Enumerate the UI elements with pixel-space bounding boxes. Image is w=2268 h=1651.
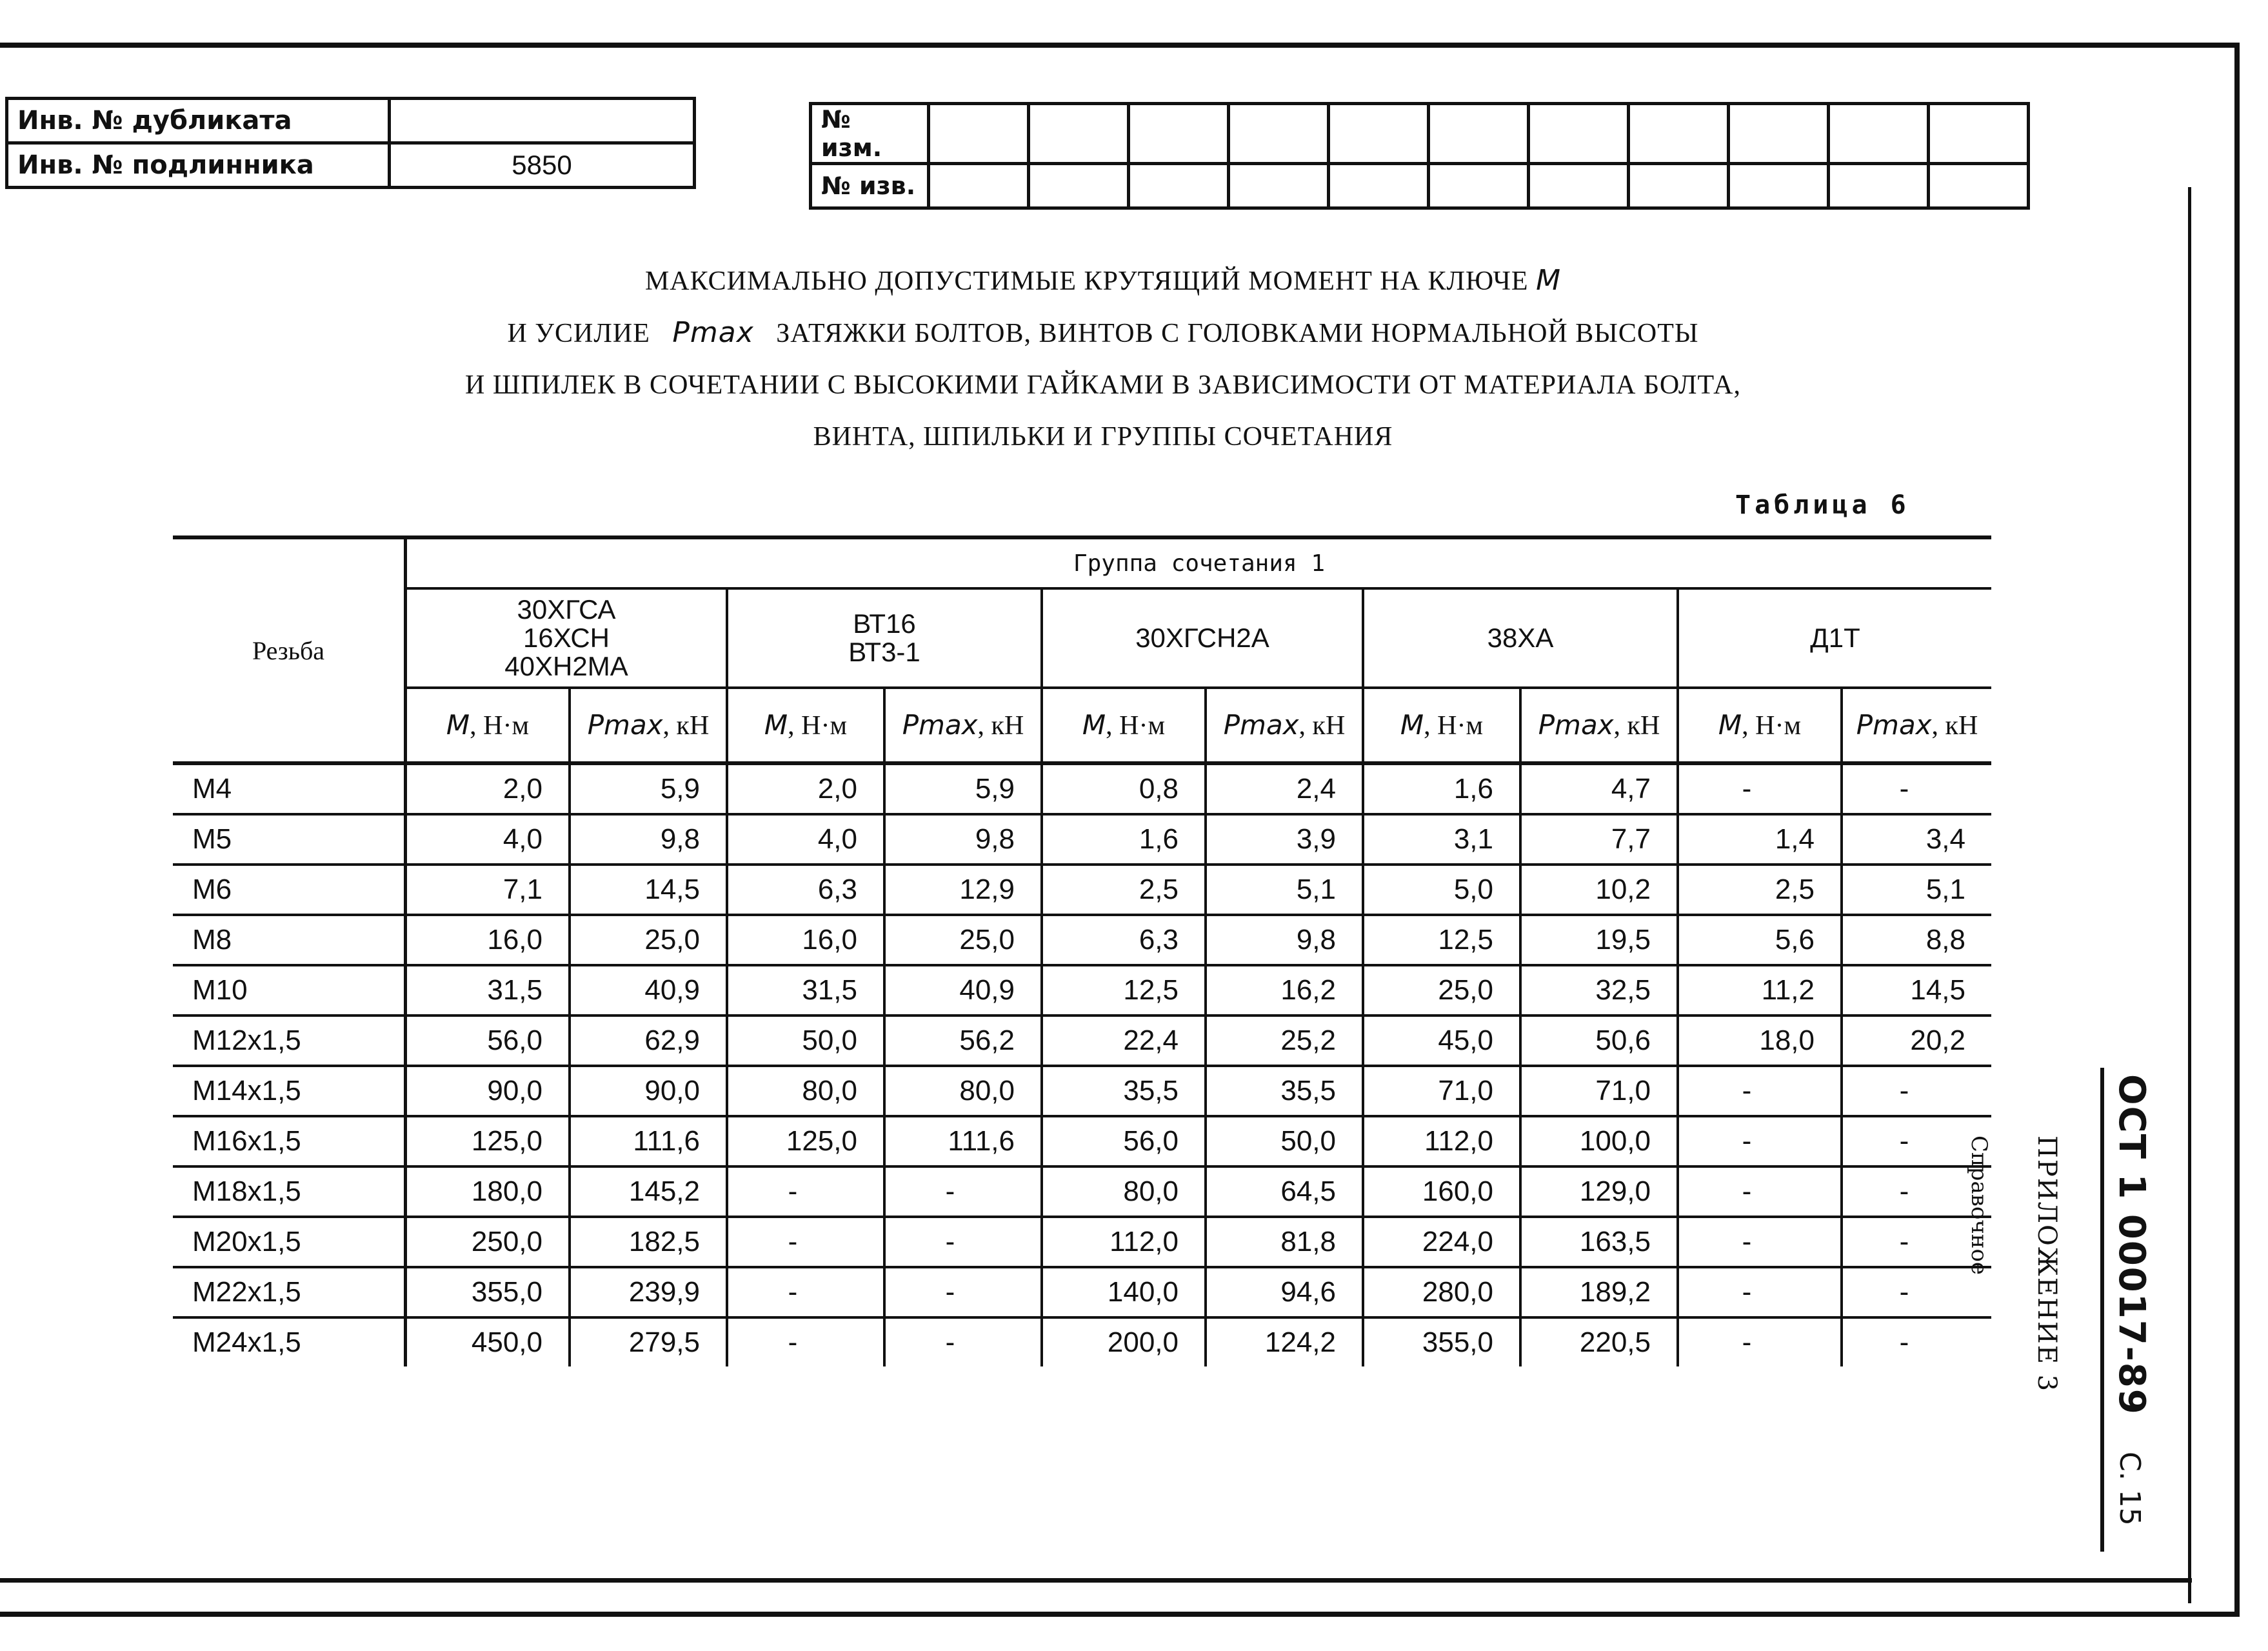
torque-unit-header: M, Н·м bbox=[406, 688, 570, 763]
revision-cell bbox=[1429, 164, 1529, 208]
force-value-cell: 94,6 bbox=[1206, 1267, 1363, 1317]
force-value-cell: - bbox=[1842, 763, 1991, 814]
torque-value-cell: 5,0 bbox=[1363, 865, 1520, 915]
table-row bbox=[173, 1016, 1991, 1066]
torque-value-cell: - bbox=[1678, 1166, 1842, 1217]
thread-size-cell: М12х1,5 bbox=[173, 1016, 406, 1066]
force-value-cell: 5,1 bbox=[1842, 865, 1991, 915]
thread-size-cell: М8 bbox=[173, 915, 406, 965]
torque-value-cell: - bbox=[727, 1317, 884, 1366]
torque-unit-header: M, Н·м bbox=[727, 688, 884, 763]
torque-unit-header: M, Н·м bbox=[1363, 688, 1520, 763]
table-number: Таблица 6 bbox=[1735, 490, 1910, 520]
material-header: 30ХГСА 16ХСН 40ХН2МА bbox=[406, 588, 728, 688]
force-value-cell: 111,6 bbox=[570, 1116, 727, 1166]
force-value-cell: 62,9 bbox=[570, 1016, 727, 1066]
torque-value-cell: 7,1 bbox=[406, 865, 570, 915]
force-value-cell: 32,5 bbox=[1520, 965, 1678, 1016]
torque-value-cell: 125,0 bbox=[406, 1116, 570, 1166]
table-row bbox=[173, 1066, 1991, 1116]
thread-size-cell: М6 bbox=[173, 865, 406, 915]
notice-number-label: № изв. bbox=[811, 164, 929, 208]
torque-value-cell: 3,1 bbox=[1363, 814, 1520, 865]
original-inventory-value: 5850 bbox=[390, 143, 695, 188]
revision-cell bbox=[929, 164, 1029, 208]
torque-table bbox=[173, 535, 1991, 1366]
force-value-cell: 14,5 bbox=[570, 865, 727, 915]
force-unit-header: Pmax, кН bbox=[1842, 688, 1991, 763]
torque-value-cell: 50,0 bbox=[727, 1016, 884, 1066]
material-header: 38ХА bbox=[1363, 588, 1678, 688]
torque-value-cell: 90,0 bbox=[406, 1066, 570, 1116]
force-value-cell: 9,8 bbox=[884, 814, 1042, 865]
table-row bbox=[173, 1166, 1991, 1217]
torque-value-cell: 355,0 bbox=[1363, 1317, 1520, 1366]
torque-value-cell: 250,0 bbox=[406, 1217, 570, 1267]
revision-cell bbox=[1329, 164, 1429, 208]
torque-value-cell: 2,5 bbox=[1678, 865, 1842, 915]
title-line-3: И ШПИЛЕК В СОЧЕТАНИИ С ВЫСОКИМИ ГАЙКАМИ В ЗАВИСИМОСТИ ОТ МАТЕРИАЛА БОЛТА, bbox=[465, 370, 1741, 400]
table-row bbox=[173, 763, 1991, 814]
frame-bottom-border bbox=[0, 1612, 2240, 1617]
standard-designation: ОСТ 1 00017-89 bbox=[2111, 1074, 2153, 1416]
torque-value-cell: - bbox=[1678, 1317, 1842, 1366]
torque-value-cell: 25,0 bbox=[1363, 965, 1520, 1016]
torque-value-cell: 200,0 bbox=[1042, 1317, 1206, 1366]
torque-value-cell: 5,6 bbox=[1678, 915, 1842, 965]
revision-cell bbox=[1029, 164, 1129, 208]
thread-size-cell: М5 bbox=[173, 814, 406, 865]
appendix-label: ПРИЛОЖЕНИЕ 3 bbox=[2032, 1136, 2062, 1393]
torque-value-cell: 12,5 bbox=[1363, 915, 1520, 965]
thread-size-cell: М18х1,5 bbox=[173, 1166, 406, 1217]
revision-cell bbox=[1629, 104, 1729, 164]
force-unit-header: Pmax, кН bbox=[884, 688, 1042, 763]
force-value-cell: - bbox=[1842, 1066, 1991, 1116]
torque-value-cell: 6,3 bbox=[727, 865, 884, 915]
thread-column-header: Резьба bbox=[173, 537, 406, 763]
force-value-cell: - bbox=[1842, 1267, 1991, 1317]
torque-value-cell: 1,6 bbox=[1042, 814, 1206, 865]
torque-value-cell: 31,5 bbox=[727, 965, 884, 1016]
torque-value-cell: - bbox=[727, 1166, 884, 1217]
force-value-cell: 8,8 bbox=[1842, 915, 1991, 965]
torque-value-cell: 31,5 bbox=[406, 965, 570, 1016]
torque-value-cell: 11,2 bbox=[1678, 965, 1842, 1016]
force-value-cell: 25,0 bbox=[884, 915, 1042, 965]
force-value-cell: 50,0 bbox=[1206, 1116, 1363, 1166]
force-value-cell: 19,5 bbox=[1520, 915, 1678, 965]
table-row bbox=[173, 1267, 1991, 1317]
force-value-cell: - bbox=[884, 1217, 1042, 1267]
revision-cell bbox=[1429, 104, 1529, 164]
force-unit-header: Pmax, кН bbox=[1206, 688, 1363, 763]
torque-value-cell: 4,0 bbox=[406, 814, 570, 865]
force-unit-header: Pmax, кН bbox=[570, 688, 727, 763]
torque-value-cell: 16,0 bbox=[727, 915, 884, 965]
table-row bbox=[173, 1116, 1991, 1166]
material-header: Д1Т bbox=[1678, 588, 1991, 688]
force-value-cell: 220,5 bbox=[1520, 1317, 1678, 1366]
torque-symbol: M bbox=[1536, 264, 1562, 297]
change-number-label: № изм. bbox=[811, 104, 929, 164]
table-row bbox=[173, 865, 1991, 915]
force-value-cell: 50,6 bbox=[1520, 1016, 1678, 1066]
torque-value-cell: - bbox=[1678, 1116, 1842, 1166]
force-value-cell: - bbox=[884, 1267, 1042, 1317]
revision-cell bbox=[929, 104, 1029, 164]
force-value-cell: 124,2 bbox=[1206, 1317, 1363, 1366]
thread-size-cell: М24х1,5 bbox=[173, 1317, 406, 1366]
title-line-2: И УСИЛИЕ Pmax ЗАТЯЖКИ БОЛТОВ, ВИНТОВ С ГОЛОВКАМИ НОРМАЛЬНОЙ ВЫСОТЫ bbox=[507, 316, 1699, 349]
duplicate-inventory-value bbox=[390, 99, 695, 143]
force-value-cell: 25,0 bbox=[570, 915, 727, 965]
material-header: ВТ16 ВТ3-1 bbox=[727, 588, 1042, 688]
revision-cell bbox=[1329, 104, 1429, 164]
force-value-cell: 20,2 bbox=[1842, 1016, 1991, 1066]
force-value-cell: 4,7 bbox=[1520, 763, 1678, 814]
thread-size-cell: М10 bbox=[173, 965, 406, 1016]
torque-value-cell: 2,5 bbox=[1042, 865, 1206, 915]
page-number: С. 15 bbox=[2113, 1452, 2146, 1526]
torque-value-cell: 450,0 bbox=[406, 1317, 570, 1366]
force-value-cell: - bbox=[884, 1166, 1042, 1217]
force-value-cell: 40,9 bbox=[884, 965, 1042, 1016]
force-value-cell: 5,1 bbox=[1206, 865, 1363, 915]
torque-value-cell: - bbox=[727, 1267, 884, 1317]
force-value-cell: 145,2 bbox=[570, 1166, 727, 1217]
inventory-stamp bbox=[5, 97, 696, 189]
force-value-cell: - bbox=[1842, 1166, 1991, 1217]
torque-value-cell: 112,0 bbox=[1042, 1217, 1206, 1267]
torque-value-cell: 12,5 bbox=[1042, 965, 1206, 1016]
force-value-cell: - bbox=[1842, 1116, 1991, 1166]
force-value-cell: 10,2 bbox=[1520, 865, 1678, 915]
revision-cell bbox=[1229, 104, 1329, 164]
force-value-cell: 12,9 bbox=[884, 865, 1042, 915]
revision-cell bbox=[1229, 164, 1329, 208]
document-title bbox=[284, 255, 1922, 463]
table-row bbox=[173, 965, 1991, 1016]
material-header: 30ХГСН2А bbox=[1042, 588, 1363, 688]
torque-value-cell: 125,0 bbox=[727, 1116, 884, 1166]
title-line-4: ВИНТА, ШПИЛЬКИ И ГРУППЫ СОЧЕТАНИЯ bbox=[813, 422, 1393, 452]
torque-value-cell: 280,0 bbox=[1363, 1267, 1520, 1317]
force-value-cell: 16,2 bbox=[1206, 965, 1363, 1016]
force-symbol: Pmax bbox=[672, 316, 754, 349]
force-value-cell: 189,2 bbox=[1520, 1267, 1678, 1317]
torque-value-cell: 80,0 bbox=[727, 1066, 884, 1116]
table-row bbox=[173, 915, 1991, 965]
force-value-cell: 239,9 bbox=[570, 1267, 727, 1317]
frame-right-border bbox=[2234, 43, 2240, 1617]
force-value-cell: - bbox=[884, 1317, 1042, 1366]
title-line-1: МАКСИМАЛЬНО ДОПУСТИМЫЕ КРУТЯЩИЙ МОМЕНТ НА КЛЮЧЕ M bbox=[644, 264, 1562, 297]
group-header: Группа сочетания 1 bbox=[406, 537, 1992, 588]
revision-cell bbox=[1829, 164, 1929, 208]
torque-value-cell: 2,0 bbox=[406, 763, 570, 814]
torque-value-cell: 22,4 bbox=[1042, 1016, 1206, 1066]
side-rule bbox=[2100, 1068, 2104, 1552]
torque-value-cell: 0,8 bbox=[1042, 763, 1206, 814]
duplicate-inventory-label: Инв. № дубликата bbox=[7, 99, 390, 143]
torque-value-cell: 1,6 bbox=[1363, 763, 1520, 814]
torque-value-cell: - bbox=[1678, 1217, 1842, 1267]
force-value-cell: 111,6 bbox=[884, 1116, 1042, 1166]
revision-cell bbox=[1929, 164, 2029, 208]
force-value-cell: 71,0 bbox=[1520, 1066, 1678, 1116]
torque-value-cell: 140,0 bbox=[1042, 1267, 1206, 1317]
force-value-cell: 3,9 bbox=[1206, 814, 1363, 865]
force-value-cell: 9,8 bbox=[1206, 915, 1363, 965]
torque-value-cell: 224,0 bbox=[1363, 1217, 1520, 1267]
torque-value-cell: - bbox=[1678, 763, 1842, 814]
revision-cell bbox=[1729, 164, 1829, 208]
torque-value-cell: - bbox=[1678, 1267, 1842, 1317]
thread-size-cell: М20х1,5 bbox=[173, 1217, 406, 1267]
thread-size-cell: М22х1,5 bbox=[173, 1267, 406, 1317]
force-value-cell: 2,4 bbox=[1206, 763, 1363, 814]
torque-value-cell: 4,0 bbox=[727, 814, 884, 865]
revision-cell bbox=[1129, 104, 1229, 164]
revision-cell bbox=[1729, 104, 1829, 164]
force-value-cell: 14,5 bbox=[1842, 965, 1991, 1016]
torque-value-cell: 6,3 bbox=[1042, 915, 1206, 965]
frame-inner-right-border bbox=[2188, 187, 2191, 1603]
revision-cell bbox=[1829, 104, 1929, 164]
force-value-cell: 90,0 bbox=[570, 1066, 727, 1116]
thread-size-cell: М4 bbox=[173, 763, 406, 814]
torque-value-cell: 56,0 bbox=[1042, 1116, 1206, 1166]
force-value-cell: 129,0 bbox=[1520, 1166, 1678, 1217]
thread-size-cell: М14х1,5 bbox=[173, 1066, 406, 1116]
torque-value-cell: 1,4 bbox=[1678, 814, 1842, 865]
force-value-cell: - bbox=[1899, 1326, 1909, 1358]
revision-cell bbox=[1529, 164, 1629, 208]
torque-value-cell: - bbox=[727, 1217, 884, 1267]
torque-value-cell: 71,0 bbox=[1363, 1066, 1520, 1116]
force-value-cell: 35,5 bbox=[1206, 1066, 1363, 1116]
table-row bbox=[173, 1217, 1991, 1267]
thread-size-cell: М16х1,5 bbox=[173, 1116, 406, 1166]
torque-value-cell: 2,0 bbox=[727, 763, 884, 814]
table-row bbox=[173, 1317, 1991, 1366]
torque-value-cell: 18,0 bbox=[1678, 1016, 1842, 1066]
force-value-cell: 40,9 bbox=[570, 965, 727, 1016]
torque-value-cell: 112,0 bbox=[1363, 1116, 1520, 1166]
torque-value-cell: 35,5 bbox=[1042, 1066, 1206, 1116]
force-value-cell: 56,2 bbox=[884, 1016, 1042, 1066]
revision-cell bbox=[1529, 104, 1629, 164]
revision-cell bbox=[1929, 104, 2029, 164]
force-value-cell: 3,4 bbox=[1842, 814, 1991, 865]
torque-value-cell: 45,0 bbox=[1363, 1016, 1520, 1066]
force-value-cell: 25,2 bbox=[1206, 1016, 1363, 1066]
torque-value-cell: 56,0 bbox=[406, 1016, 570, 1066]
frame-top-border bbox=[0, 43, 2240, 48]
original-inventory-label: Инв. № подлинника bbox=[7, 143, 390, 188]
force-value-cell: 5,9 bbox=[884, 763, 1042, 814]
revision-stamp bbox=[809, 102, 2030, 210]
force-value-cell: 182,5 bbox=[570, 1217, 727, 1267]
revision-cell bbox=[1129, 164, 1229, 208]
torque-unit-header: M, Н·м bbox=[1042, 688, 1206, 763]
torque-value-cell: 80,0 bbox=[1042, 1166, 1206, 1217]
force-value-cell: 64,5 bbox=[1206, 1166, 1363, 1217]
force-value-cell: 100,0 bbox=[1520, 1116, 1678, 1166]
frame-inner-bottom-border bbox=[0, 1578, 2192, 1583]
torque-value-cell: 16,0 bbox=[406, 915, 570, 965]
force-value-cell: 163,5 bbox=[1520, 1217, 1678, 1267]
torque-value-cell: 160,0 bbox=[1363, 1166, 1520, 1217]
force-value-cell: 81,8 bbox=[1206, 1217, 1363, 1267]
torque-unit-header: M, Н·м bbox=[1678, 688, 1842, 763]
reference-label: Справочное bbox=[1966, 1136, 1992, 1276]
torque-value-cell: - bbox=[1678, 1066, 1842, 1116]
force-value-cell: 80,0 bbox=[884, 1066, 1042, 1116]
force-value-cell: 279,5 bbox=[570, 1317, 727, 1366]
force-unit-header: Pmax, кН bbox=[1520, 688, 1678, 763]
force-value-cell: - bbox=[1842, 1217, 1991, 1267]
table-row bbox=[173, 814, 1991, 865]
force-value-cell: 7,7 bbox=[1520, 814, 1678, 865]
torque-value-cell: 355,0 bbox=[406, 1267, 570, 1317]
torque-value-cell: 180,0 bbox=[406, 1166, 570, 1217]
revision-cell bbox=[1629, 164, 1729, 208]
revision-cell bbox=[1029, 104, 1129, 164]
force-value-cell: 9,8 bbox=[570, 814, 727, 865]
force-value-cell: 5,9 bbox=[570, 763, 727, 814]
